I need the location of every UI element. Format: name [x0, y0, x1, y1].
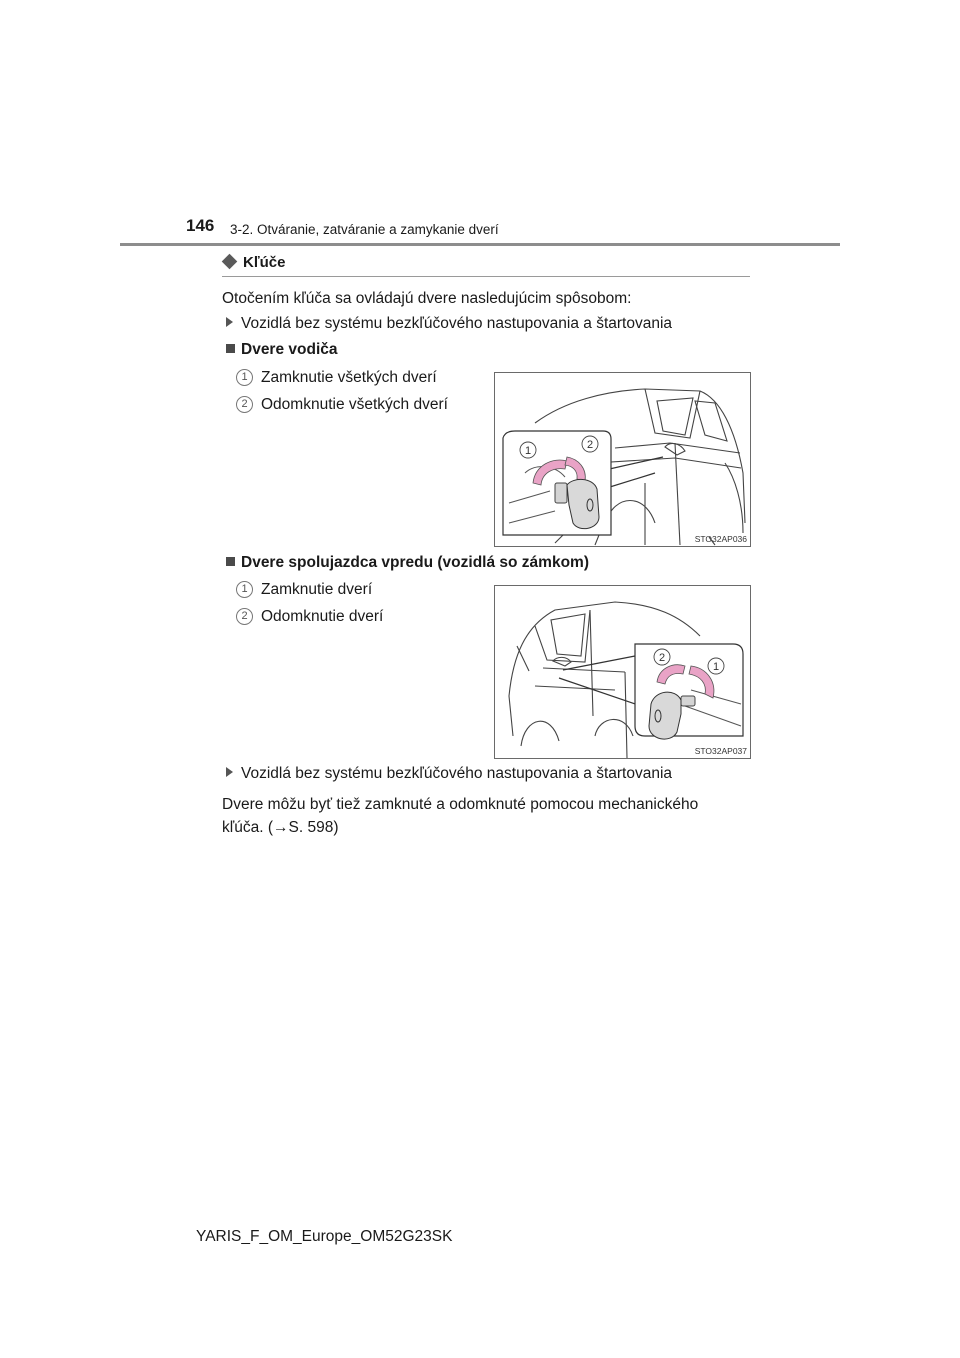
diamond-bullet-icon	[222, 254, 238, 270]
svg-text:1: 1	[524, 445, 532, 457]
section-title: 3-2. Otváranie, zatváranie a zamykanie dverí	[230, 222, 499, 237]
vehicle-note-2-text: Vozidlá bez systému bezkľúčového nastupovania a štartovania	[241, 765, 673, 782]
driver-item-1-label: Zamknutie všetkých dverí	[261, 369, 437, 386]
passenger-door-title	[226, 553, 589, 573]
footer-doc-id: YARIS_F_OM_Europe_OM52G23SK	[196, 1228, 453, 1245]
square-bullet-icon	[226, 344, 235, 353]
passenger-door-figure	[494, 585, 751, 759]
figure-code: STO32AP036	[694, 534, 747, 544]
passenger-door-title-text: Dvere spolujazdca vpredu (vozidlá so zámkom)	[241, 554, 589, 571]
passenger-door-illustration	[495, 586, 750, 758]
page-number: 146	[186, 216, 215, 235]
passenger-item-2-label: Odomknutie dverí	[261, 608, 384, 625]
figure-code: STO32AP037	[694, 746, 747, 756]
passenger-item-1	[236, 580, 372, 600]
driver-item-2-label: Odomknutie všetkých dverí	[261, 396, 448, 413]
driver-door-title	[226, 340, 338, 360]
number-2-icon: 2	[236, 608, 253, 625]
number-1-icon: 1	[236, 581, 253, 598]
passenger-item-1-label: Zamknutie dverí	[261, 581, 373, 598]
driver-door-illustration	[495, 373, 750, 546]
svg-text:2: 2	[658, 652, 666, 664]
mechanical-key-line-1: Dvere môžu byť tiež zamknuté a odomknuté pomocou mechanického	[222, 796, 699, 813]
triangle-bullet-icon	[226, 767, 233, 777]
mechanical-key-line-2: kľúča. (→S. 598)	[222, 819, 339, 836]
heading-divider	[222, 276, 750, 277]
driver-door-figure	[494, 372, 751, 547]
vehicle-note-2	[226, 764, 672, 784]
vehicle-note	[226, 314, 672, 334]
svg-text:1: 1	[712, 661, 720, 673]
heading-keys	[222, 254, 285, 271]
triangle-bullet-icon	[226, 317, 233, 327]
number-2-icon: 2	[236, 396, 253, 413]
intro-text: Otočením kľúča sa ovládajú dvere nasledujúcim spôsobom:	[222, 290, 632, 307]
driver-door-title-text: Dvere vodiča	[241, 341, 338, 358]
header-divider	[120, 243, 840, 246]
driver-item-1	[236, 368, 437, 388]
mechanical-key-text	[222, 793, 698, 839]
svg-text:2: 2	[586, 439, 594, 451]
heading-text: Kľúče	[243, 254, 286, 271]
driver-item-2	[236, 395, 448, 415]
vehicle-note-text: Vozidlá bez systému bezkľúčového nastupovania a štartovania	[241, 315, 673, 332]
number-1-icon: 1	[236, 369, 253, 386]
square-bullet-icon	[226, 557, 235, 566]
passenger-item-2	[236, 607, 383, 627]
